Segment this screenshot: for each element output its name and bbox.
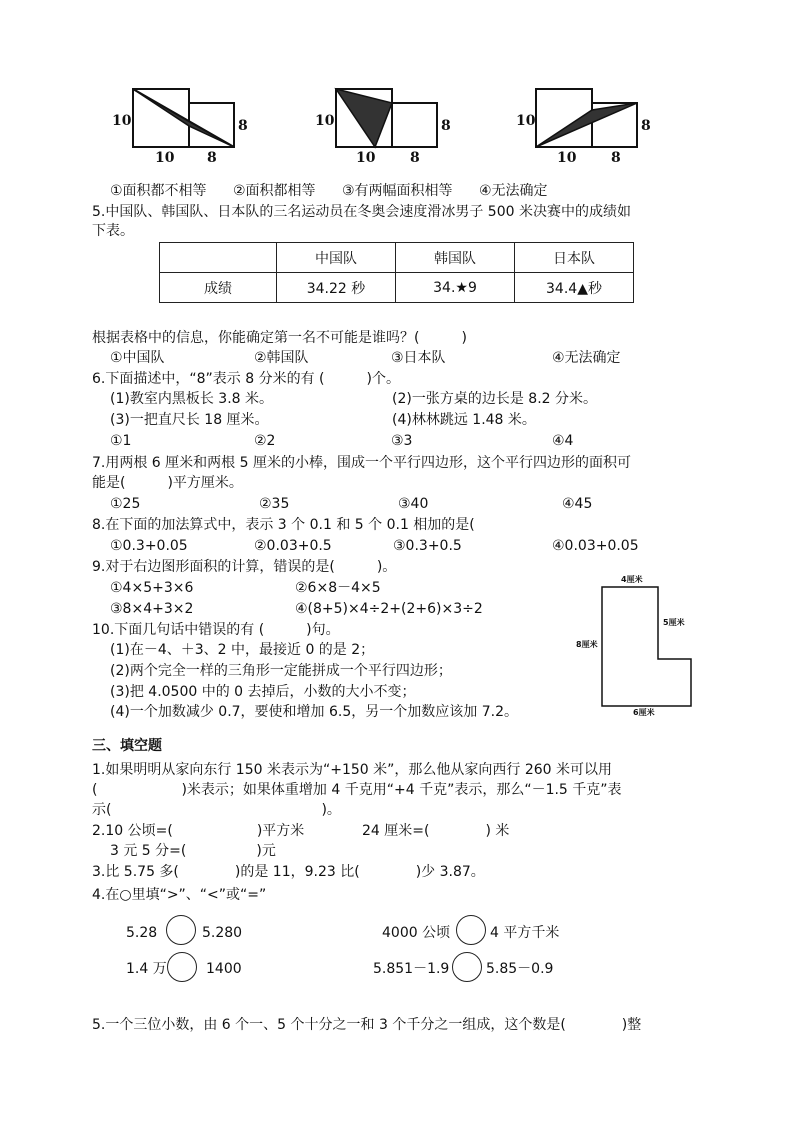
- table-header-row: [160, 243, 634, 273]
- f1-line2: ( )米表示；如果体重增加 4 千克用“+4 千克”表示，那么“－1.5 千克”表: [92, 782, 622, 798]
- q9-option-1: ①4×5+3×6: [110, 580, 194, 596]
- q10-statement-3: (3)把 4.0500 中的 0 去掉后，小数的大小不变；: [110, 684, 416, 700]
- q6-statement-1: (1)教室内黑板长 3.8 米。: [110, 391, 273, 407]
- q10-statement-2: (2)两个完全一样的三角形一定能拼成一个平行四边形；: [110, 663, 452, 679]
- fig1-base1-label: 10: [155, 150, 175, 166]
- compare-3-left: 1.4 万: [126, 961, 167, 977]
- q7-option-3: ③40: [398, 496, 429, 512]
- compare-4-right: 5.85－0.9: [486, 961, 554, 977]
- q6-option-2: ②2: [254, 433, 276, 449]
- q7-option-1: ①25: [110, 496, 141, 512]
- table-header-cell: 日本队: [515, 243, 634, 273]
- shape-right-label: 5厘米: [663, 618, 685, 627]
- score-table: [159, 242, 634, 303]
- f2-line2: 3 元 5 分=( )元: [110, 843, 276, 859]
- q8-option-1: ①0.3+0.05: [110, 538, 188, 554]
- compare-2-circle[interactable]: [456, 915, 486, 945]
- f5-line: 5.一个三位小数，由 6 个一、5 个十分之一和 3 个千分之一组成，这个数是( )整: [92, 1017, 642, 1033]
- table-header-cell: 中国队: [277, 243, 396, 273]
- compare-2-left: 4000 公顷: [382, 925, 451, 941]
- fig2-right-label: 8: [441, 118, 451, 134]
- fig3-right-label: 8: [641, 118, 651, 134]
- q7-option-4: ④45: [562, 496, 593, 512]
- table-row-label: 成绩: [160, 273, 277, 303]
- table-cell: 34.★9: [396, 273, 515, 303]
- table-cell: 34.4▲秒: [515, 273, 634, 303]
- compare-1-circle[interactable]: [166, 915, 196, 945]
- fig2-base1-label: 10: [356, 150, 376, 166]
- fig1-left-label: 10: [112, 113, 132, 129]
- q7-option-2: ②35: [259, 496, 290, 512]
- q9-option-3: ③8×4+3×2: [110, 601, 194, 617]
- q6-option-4: ④4: [552, 433, 574, 449]
- figure-3: [536, 89, 637, 147]
- fig2-base2-label: 8: [410, 150, 420, 166]
- q5-option-2: ②韩国队: [254, 350, 309, 366]
- q10-stem: 10.下面几句话中错误的有 ( )句。: [92, 622, 340, 638]
- q5-option-1: ①中国队: [110, 350, 165, 366]
- q5-option-3: ③日本队: [391, 350, 446, 366]
- fig1-base2-label: 8: [207, 150, 217, 166]
- q10-statement-1: (1)在－4、＋3、2 中，最接近 0 的是 2；: [110, 642, 375, 658]
- q8-option-4: ④0.03+0.05: [552, 538, 639, 554]
- figure-2: [336, 89, 437, 147]
- q8-option-3: ③0.3+0.5: [393, 538, 462, 554]
- f3-line: 3.比 5.75 多( )的是 11，9.23 比( )少 3.87。: [92, 864, 485, 880]
- f1-line3: 示( )。: [92, 802, 341, 818]
- compare-4-circle[interactable]: [452, 952, 482, 982]
- f2-line1a: 2.10 公顷=( )平方米: [92, 823, 305, 839]
- compare-3-right: 1400: [206, 961, 242, 977]
- table-header-cell: [160, 243, 277, 273]
- q9-option-2: ②6×8－4×5: [295, 580, 381, 596]
- fig1-right-label: 8: [238, 118, 248, 134]
- figure-1: [133, 89, 234, 147]
- shape-left-label: 8厘米: [576, 640, 598, 649]
- q7-line2: 能是( )平方厘米。: [92, 475, 243, 491]
- q8-option-2: ②0.03+0.5: [254, 538, 332, 554]
- compare-1-left: 5.28: [126, 925, 158, 941]
- fig3-base2-label: 8: [611, 150, 621, 166]
- f2-line1b: 24 厘米=( ) 米: [362, 823, 510, 839]
- section-title: 三、填空题: [92, 738, 162, 754]
- f4-stem: 4.在○里填“>”、“<”或“=”: [92, 887, 267, 903]
- q9-option-4: ④(8+5)×4÷2+(2+6)×3÷2: [295, 601, 483, 617]
- q6-statement-4: (4)林林跳远 1.48 米。: [392, 412, 536, 428]
- q5-question: 根据表格中的信息，你能确定第一名不可能是谁吗？( ): [92, 330, 467, 346]
- l-shape-figure: [598, 584, 698, 709]
- compare-4-left: 5.851－1.9: [373, 961, 450, 977]
- q6-stem: 6.下面描述中，“8”表示 8 分米的有 ( )个。: [92, 371, 400, 387]
- q5-line2: 下表。: [92, 223, 134, 239]
- q6-option-1: ①1: [110, 433, 132, 449]
- fig2-left-label: 10: [315, 113, 335, 129]
- compare-1-right: 5.280: [202, 925, 243, 941]
- q6-statement-3: (3)一把直尺长 18 厘米。: [110, 412, 269, 428]
- q4-options: ①面积都不相等 ②面积都相等 ③有两幅面积相等 ④无法确定: [110, 183, 548, 199]
- fig3-base1-label: 10: [557, 150, 577, 166]
- table-header-cell: 韩国队: [396, 243, 515, 273]
- compare-3-circle[interactable]: [167, 952, 197, 982]
- shape-top-label: 4厘米: [621, 575, 643, 584]
- f1-line1: 1.如果明明从家向东行 150 米表示为“+150 米”，那么他从家向西行 260 米可以用: [92, 762, 613, 778]
- fig3-left-label: 10: [516, 113, 536, 129]
- shape-bottom-label: 6厘米: [633, 708, 655, 717]
- q8-stem: 8.在下面的加法算式中，表示 3 个 0.1 和 5 个 0.1 相加的是(: [92, 517, 475, 533]
- table-cell: 34.22 秒: [277, 273, 396, 303]
- q9-stem: 9.对于右边图形面积的计算，错误的是( )。: [92, 559, 397, 575]
- table-row: [160, 273, 634, 303]
- compare-2-right: 4 平方千米: [490, 925, 560, 941]
- q5-option-4: ④无法确定: [552, 350, 621, 366]
- q7-line1: 7.用两根 6 厘米和两根 5 厘米的小棒，围成一个平行四边形，这个平行四边形的面积可: [92, 455, 631, 471]
- q5-line1: 5.中国队、韩国队、日本队的三名运动员在冬奥会速度滑冰男子 500 米决赛中的成绩如: [92, 204, 631, 220]
- q6-statement-2: (2)一张方桌的边长是 8.2 分米。: [392, 391, 597, 407]
- q6-option-3: ③3: [391, 433, 413, 449]
- q10-statement-4: (4)一个加数减少 0.7，要使和增加 6.5，另一个加数应该加 7.2。: [110, 704, 518, 720]
